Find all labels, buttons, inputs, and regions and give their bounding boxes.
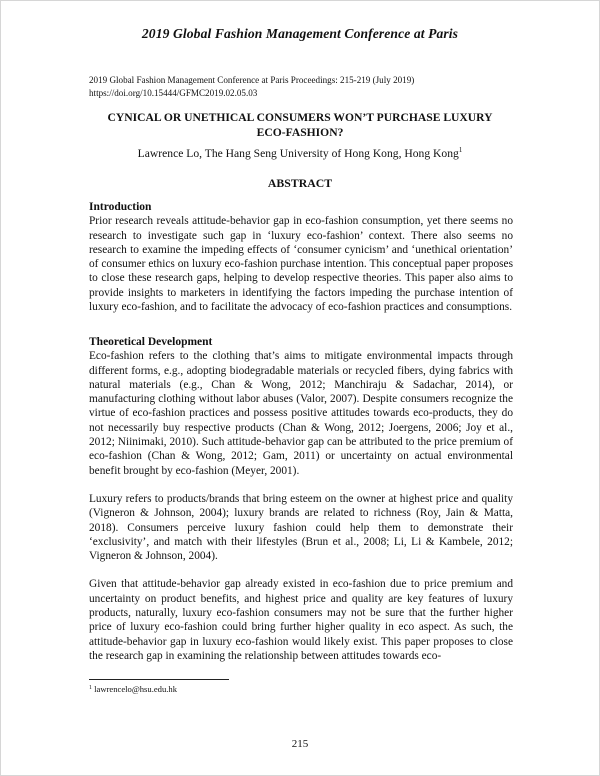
page-number: 215 [291,738,309,750]
paper-title-line-2: ECO-FASHION? [256,126,344,139]
introduction-body: Prior research reveals attitude-behavior gap in eco-fashion consumption, yet there seems no research to investigate such gap in ‘luxury eco-fashion’ context. There also seems no research to examine the impeding effects of ‘consumer cynicism’ and ‘unethical orientation’ of consumer ethics on luxury eco-fashion purchase intention. This conceptual paper proposes to close these research gaps, helping to develop respective theories. This paper also aims to provide insights to marketers in identifying the factors impeding the purchase intention of luxury eco-fashion, and to facilitate the advocacy of eco-fashion practices and consumptions. [89,215,513,314]
paper-title [90,110,510,140]
author-footnote-mark: 1 [458,146,463,154]
theory-paragraph-3: Given that attitude-behavior gap already existed in eco-fashion due to price premium and uncertainty on product benefits, and highest price and quality are key features of luxury products, naturally, luxury eco-fashion consumers may not be sure that the further higher price of luxury eco-fashion could bring further higher quality in eco aspect. As such, the attitude-behavior gap in luxury eco-fashion would likely exist. This paper proposes to close the research gap in examining the relationship between attitudes towards eco- [89,578,513,662]
citation-block [89,74,519,100]
abstract-heading: ABSTRACT [267,176,333,190]
theoretical-development-section [89,335,513,663]
running-header: 2019 Global Fashion Management Conference at Paris [141,26,459,41]
theoretical-development-heading: Theoretical Development [89,336,213,348]
author-line [0,146,600,160]
introduction-heading: Introduction [89,201,152,213]
footnote-mark: 1 [89,685,92,691]
footnote-divider [89,679,229,680]
theory-paragraph-1: Eco-fashion refers to the clothing that’s aims to mitigate environmental impacts through different forms, e.g., adopting biodegradable materials or recycled fibers, dying fabrics with natural materials (e.g., Chan & Wong, 2012; Manchiraju & Sadachar, 2014), or manufacturing clothing without labor abuses (Valor, 2007). Despite consumers recognize the virtue of eco-fashion practices and possess positive attitudes towards eco-products, they do not necessarily buy respective products (Chan & Wong, 2012; Joergens, 2006; Joy et al., 2012; Niinimaki, 2010). Such attitude-behavior gap can be attributed to the price premium of eco-fashion (Chan & Wong, 2012; Gam, 2011) or uncertainty on actual environmental benefit brought by eco-fashion (Meyer, 2001). [89,350,513,477]
introduction-section [89,200,513,314]
author-affiliation: Lawrence Lo, The Hang Seng University of Hong Kong, Hong Kong [137,147,459,160]
paper-title-line-1: CYNICAL OR UNETHICAL CONSUMERS WON’T PURCHASE LUXURY [107,111,493,124]
proceedings-citation: 2019 Global Fashion Management Conference at Paris Proceedings: 215-219 (July 2019) [89,75,415,85]
doi-link[interactable]: https://doi.org/10.15444/GFMC2019.02.05.03 [89,88,258,98]
footnote-email[interactable]: lawrencelo@hsu.edu.hk [94,684,178,694]
theory-paragraph-2: Luxury refers to products/brands that bring esteem on the owner at highest price and quality (Vigneron & Johnson, 2004); luxury brands are related to richness (Roy, Jain & Matta, 2018). Consumers perceive luxury fashion could help them to demonstrate their ‘exclusivity’, and match with their lifestyles (Brun et al., 2008; Li, Li & Kambele, 2012; Vigneron & Johnson, 2004). [89,492,513,563]
footnote [89,683,177,695]
